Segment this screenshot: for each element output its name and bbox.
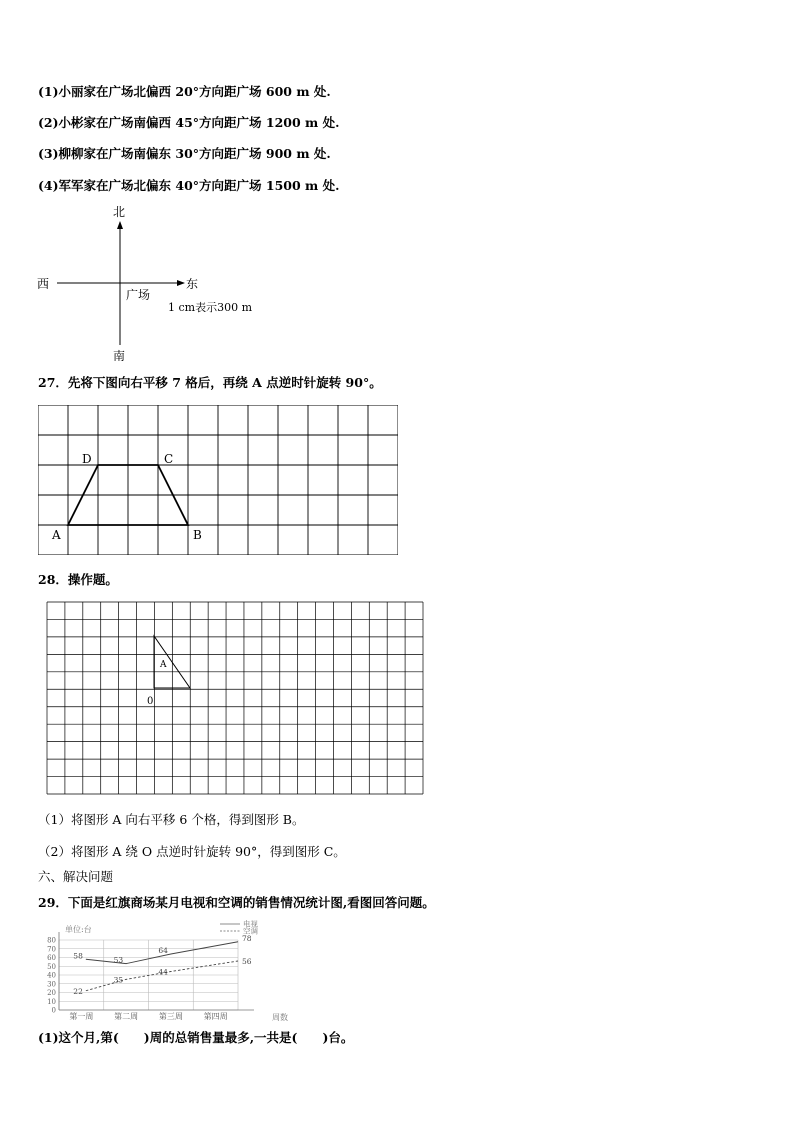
- label-a: A: [52, 528, 61, 542]
- y-tick-label: 80: [47, 936, 56, 945]
- sales-line-chart: [30, 918, 290, 1022]
- data-label: 35: [113, 975, 124, 985]
- q27-prompt: 27．先将下图向右平移 7 格后，再绕 A 点逆时针旋转 90°。: [38, 375, 382, 390]
- chart-unit-label: 单位:台: [65, 925, 92, 934]
- x-tick-label: 第四周: [203, 1012, 228, 1021]
- y-tick-label: 50: [47, 962, 56, 971]
- data-label: 44: [158, 967, 168, 977]
- origin-label: 0: [147, 696, 154, 707]
- east-label: 东: [186, 277, 199, 291]
- y-tick-label: 10: [47, 997, 56, 1006]
- q26-item-4: (4)军军家在广场北偏东 40°方向距广场 1500 m 处.: [38, 178, 340, 193]
- q28-prompt: 28．操作题。: [38, 572, 118, 587]
- q29-prompt: 29．下面是红旗商场某月电视和空调的销售情况统计图,看图回答问题。: [38, 895, 435, 910]
- y-tick-label: 40: [47, 971, 56, 980]
- q28-task-2: （2）将图形 A 绕 O 点逆时针旋转 90°，得到图形 C。: [38, 844, 346, 859]
- y-tick-label: 30: [47, 980, 56, 989]
- q28-task-1: （1）将图形 A 向右平移 6 个格，得到图形 B。: [38, 812, 305, 827]
- y-tick-label: 20: [47, 989, 56, 997]
- label-c: C: [164, 452, 174, 466]
- west-label: 西: [37, 277, 50, 291]
- data-label: 64: [158, 946, 168, 955]
- x-tick-label: 第二周: [114, 1012, 139, 1021]
- shape-a-label: A: [160, 660, 167, 670]
- legend-label: 空调: [243, 926, 258, 936]
- q26-item-1: (1)小丽家在广场北偏西 20°方向距广场 600 m 处.: [38, 84, 331, 99]
- q29-question-1: (1)这个月,第( )周的总销售量最多,一共是( )台。: [38, 1030, 354, 1045]
- section-6-title: 六、解决问题: [38, 869, 114, 884]
- legend-label: 电视: [243, 919, 258, 929]
- q26-item-2: (2)小彬家在广场南偏西 45°方向距广场 1200 m 处.: [38, 115, 340, 130]
- data-label: 53: [113, 955, 124, 965]
- x-tick-label: 第三周: [158, 1012, 183, 1021]
- y-tick-label: 70: [47, 945, 56, 954]
- square-label: 广场: [126, 288, 151, 302]
- q28-grid: [46, 601, 424, 795]
- y-tick-label: 0: [51, 1006, 56, 1015]
- data-label: 58: [73, 951, 83, 961]
- label-d: D: [82, 452, 92, 466]
- q26-item-3: (3)柳柳家在广场南偏东 30°方向距广场 900 m 处.: [38, 146, 331, 161]
- data-label: 56: [242, 957, 252, 966]
- south-label: 南: [113, 349, 126, 363]
- data-label: 22: [73, 986, 83, 996]
- chart-x-axis-label: 周数: [272, 1013, 288, 1022]
- y-tick-label: 60: [47, 954, 56, 962]
- label-b: B: [193, 528, 202, 542]
- north-label: 北: [113, 205, 126, 219]
- q27-grid: [38, 405, 398, 555]
- x-tick-label: 第一周: [69, 1012, 94, 1021]
- data-label: 78: [242, 933, 252, 943]
- scale-label: 1 cm表示300 m: [168, 301, 253, 314]
